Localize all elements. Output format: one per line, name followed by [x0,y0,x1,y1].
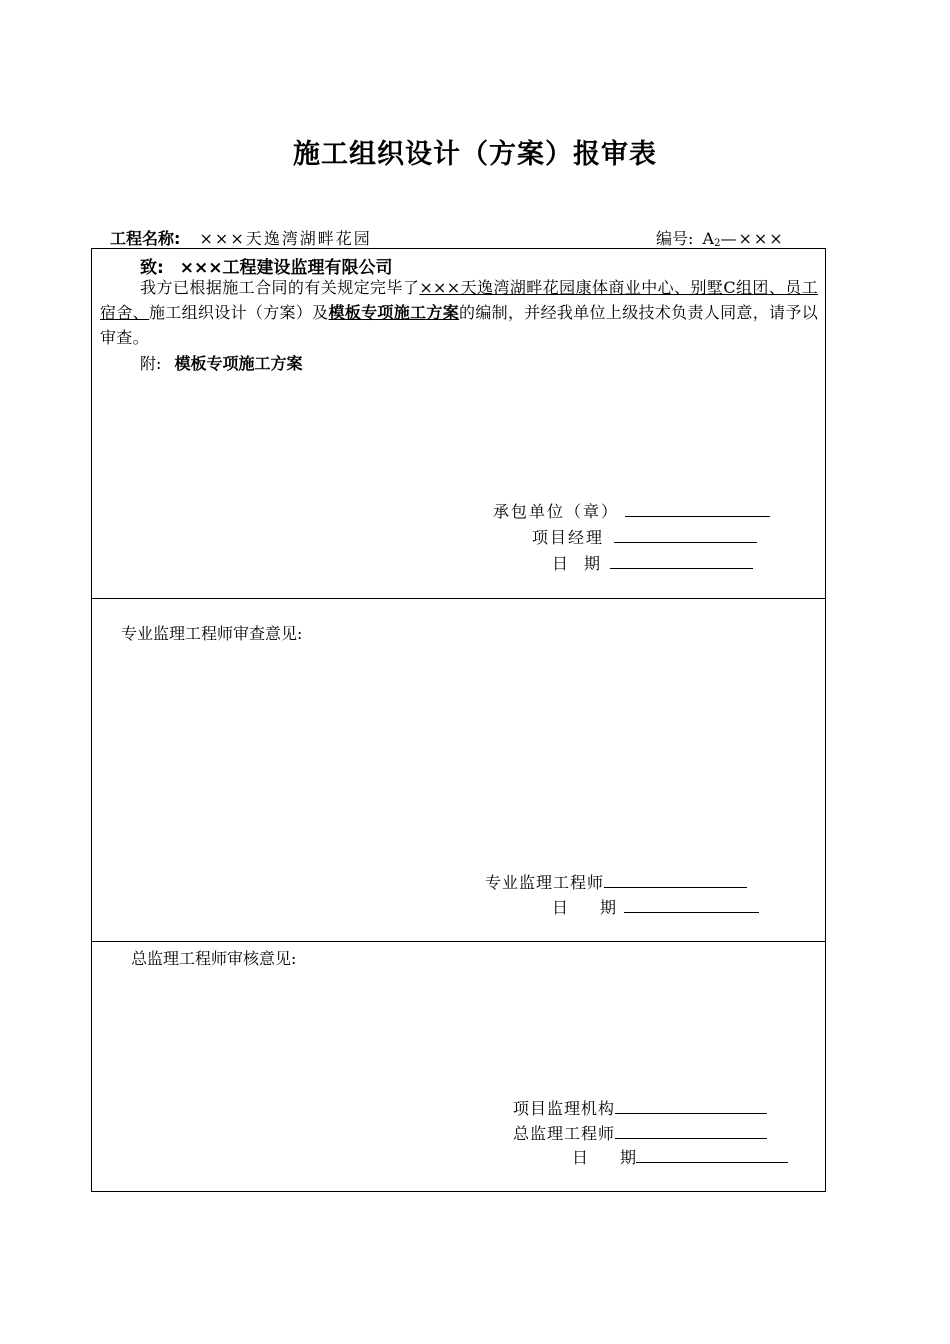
attachment-value: 模板专项施工方案 [174,354,303,373]
chief-sign-line[interactable] [615,1124,767,1139]
project-name-row [110,226,372,249]
chief-sign-row [513,1121,767,1144]
date-sign-row-3 [572,1145,788,1168]
date-sign-line-3[interactable] [636,1148,788,1163]
date-sign-label-2: 日 期 [552,898,617,917]
org-sign-label: 项目监理机构 [513,1099,616,1118]
org-sign-line[interactable] [615,1099,767,1114]
submission-section [91,248,826,599]
form-number-row [656,226,785,249]
project-name-value: ×××天逸湾湖畔花园 [199,229,372,248]
org-sign-row [513,1096,767,1119]
para-scheme-name: 模板专项施工方案 [328,303,460,322]
form-number-label: 编号: [656,229,694,248]
engineer-review-section [91,598,826,942]
para-project-scope: ×××天逸湾湖畔花园康体商业中心、别墅C组团、员工宿舍、 [100,278,818,322]
chief-sign-label: 总监理工程师 [513,1124,616,1143]
chief-review-section [91,941,826,1192]
date-sign-label-1: 日 期 [552,554,601,573]
page-title: 施工组织设计（方案）报审表 [293,139,657,170]
form-number-suffix: —××× [720,229,785,248]
project-name-label: 工程名称: [110,229,181,248]
contractor-sign-label: 承包单位（章） [493,502,620,521]
contractor-sign-line[interactable] [625,502,770,517]
date-sign-line-1[interactable] [610,554,753,569]
manager-sign-line[interactable] [614,528,757,543]
engineer-sign-row [485,870,747,893]
contractor-sign-row [493,499,770,522]
para-text-1: 我方已根据施工合同的有关规定完毕了 [140,278,420,297]
submission-paragraph [100,275,818,350]
attachment-line [140,351,303,374]
date-sign-label-3: 日 期 [572,1148,637,1167]
para-text-2: 施工组织设计（方案）及 [148,303,329,322]
form-number-prefix: A [702,229,715,248]
date-sign-row-2 [552,895,759,918]
addressee-label: 致: [140,258,164,278]
chief-review-title: 总监理工程师审核意见: [131,949,297,968]
manager-sign-label: 项目经理 [532,528,605,547]
engineer-sign-line[interactable] [604,873,747,888]
engineer-sign-label: 专业监理工程师 [485,873,605,892]
form-number-sub: 2 [714,238,721,249]
manager-sign-row [532,525,757,548]
attachment-label: 附: [140,354,162,373]
addressee-value: ×××工程建设监理有限公司 [179,258,393,278]
date-sign-row-1 [552,551,753,574]
engineer-review-title: 专业监理工程师审查意见: [121,624,303,643]
para-text-3: 的编制，并经我单位上级技术负责人同意，请予以审查。 [100,303,818,347]
date-sign-line-2[interactable] [624,898,759,913]
